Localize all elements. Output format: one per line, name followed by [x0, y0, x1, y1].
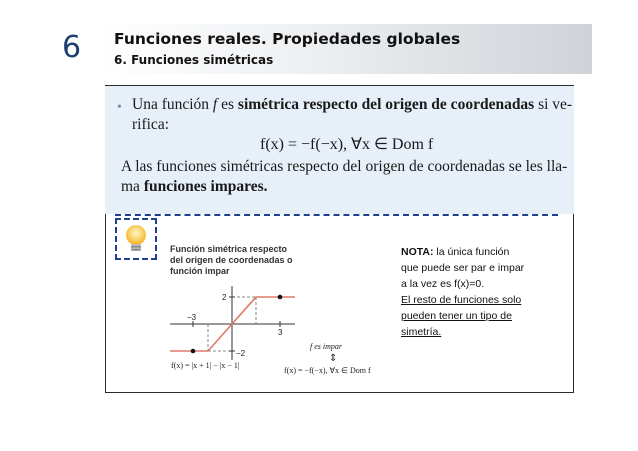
definition-formula: f(x) = −f(−x), ∀x ∈ Dom f — [260, 136, 434, 153]
definition-line-1 — [132, 96, 572, 114]
note-text: la única función — [433, 246, 510, 258]
function-label: f(x) = |x + 1| − |x − 1| — [171, 361, 240, 370]
data-point — [278, 295, 283, 300]
icon-frame — [115, 218, 157, 260]
note-line-4 — [401, 292, 561, 308]
definition-symbol: f — [212, 96, 218, 113]
section-subtitle: 6. Funciones simétricas — [114, 53, 274, 67]
tick-label-y-neg: −2 — [236, 349, 246, 358]
definition-line-4 — [121, 178, 268, 196]
note-underlined-text: simetría. — [401, 326, 442, 338]
note-underlined-text: pueden tener un tipo de — [401, 310, 512, 322]
slide-number: 6 — [62, 30, 82, 65]
lightbulb-icon — [117, 220, 155, 258]
definition-term: funciones impares. — [143, 178, 268, 195]
note-label: NOTA: — [401, 246, 434, 258]
tick-label-x-neg: −3 — [187, 313, 197, 322]
parity-formula: f(x) = −f(−x), ∀x ∈ Dom f — [284, 366, 371, 375]
note-box — [401, 244, 561, 340]
definition-text: es — [217, 96, 238, 113]
equivalence-symbol: ⇕ — [329, 353, 338, 364]
caption-line: función impar — [170, 266, 230, 276]
data-point — [191, 349, 196, 354]
definition-line-2: rifica: — [132, 116, 170, 133]
definition-text: si ve- — [534, 96, 573, 113]
note-line-1 — [401, 244, 561, 260]
page-title: Funciones reales. Propiedades globales — [114, 30, 461, 48]
odd-function-graph — [160, 280, 400, 380]
note-line-3: a la vez es f(x)=0. — [401, 278, 485, 290]
parity-label: f es impar — [310, 342, 342, 351]
caption-line: Función simétrica respecto — [170, 244, 288, 254]
note-underlined-text: El resto de funciones solo — [401, 294, 522, 306]
definition-text: ma — [121, 178, 144, 195]
tick-label-x-pos: 3 — [278, 328, 283, 337]
tick-label-y-pos: 2 — [222, 293, 227, 302]
note-line-2: que puede ser par e impar — [401, 262, 525, 274]
caption-line: del origen de coordenadas o — [170, 255, 293, 265]
note-line-5 — [401, 308, 561, 324]
bullet: • — [117, 100, 122, 115]
definition-term: simétrica respecto del origen de coordenadas — [237, 96, 535, 113]
definition-line-3: A las funciones simétricas respecto del origen de coordenadas se les lla- — [121, 158, 568, 175]
figure-caption — [170, 244, 320, 277]
definition-text: Una función — [132, 96, 213, 113]
definition-panel — [105, 86, 574, 214]
note-line-6 — [401, 324, 561, 340]
